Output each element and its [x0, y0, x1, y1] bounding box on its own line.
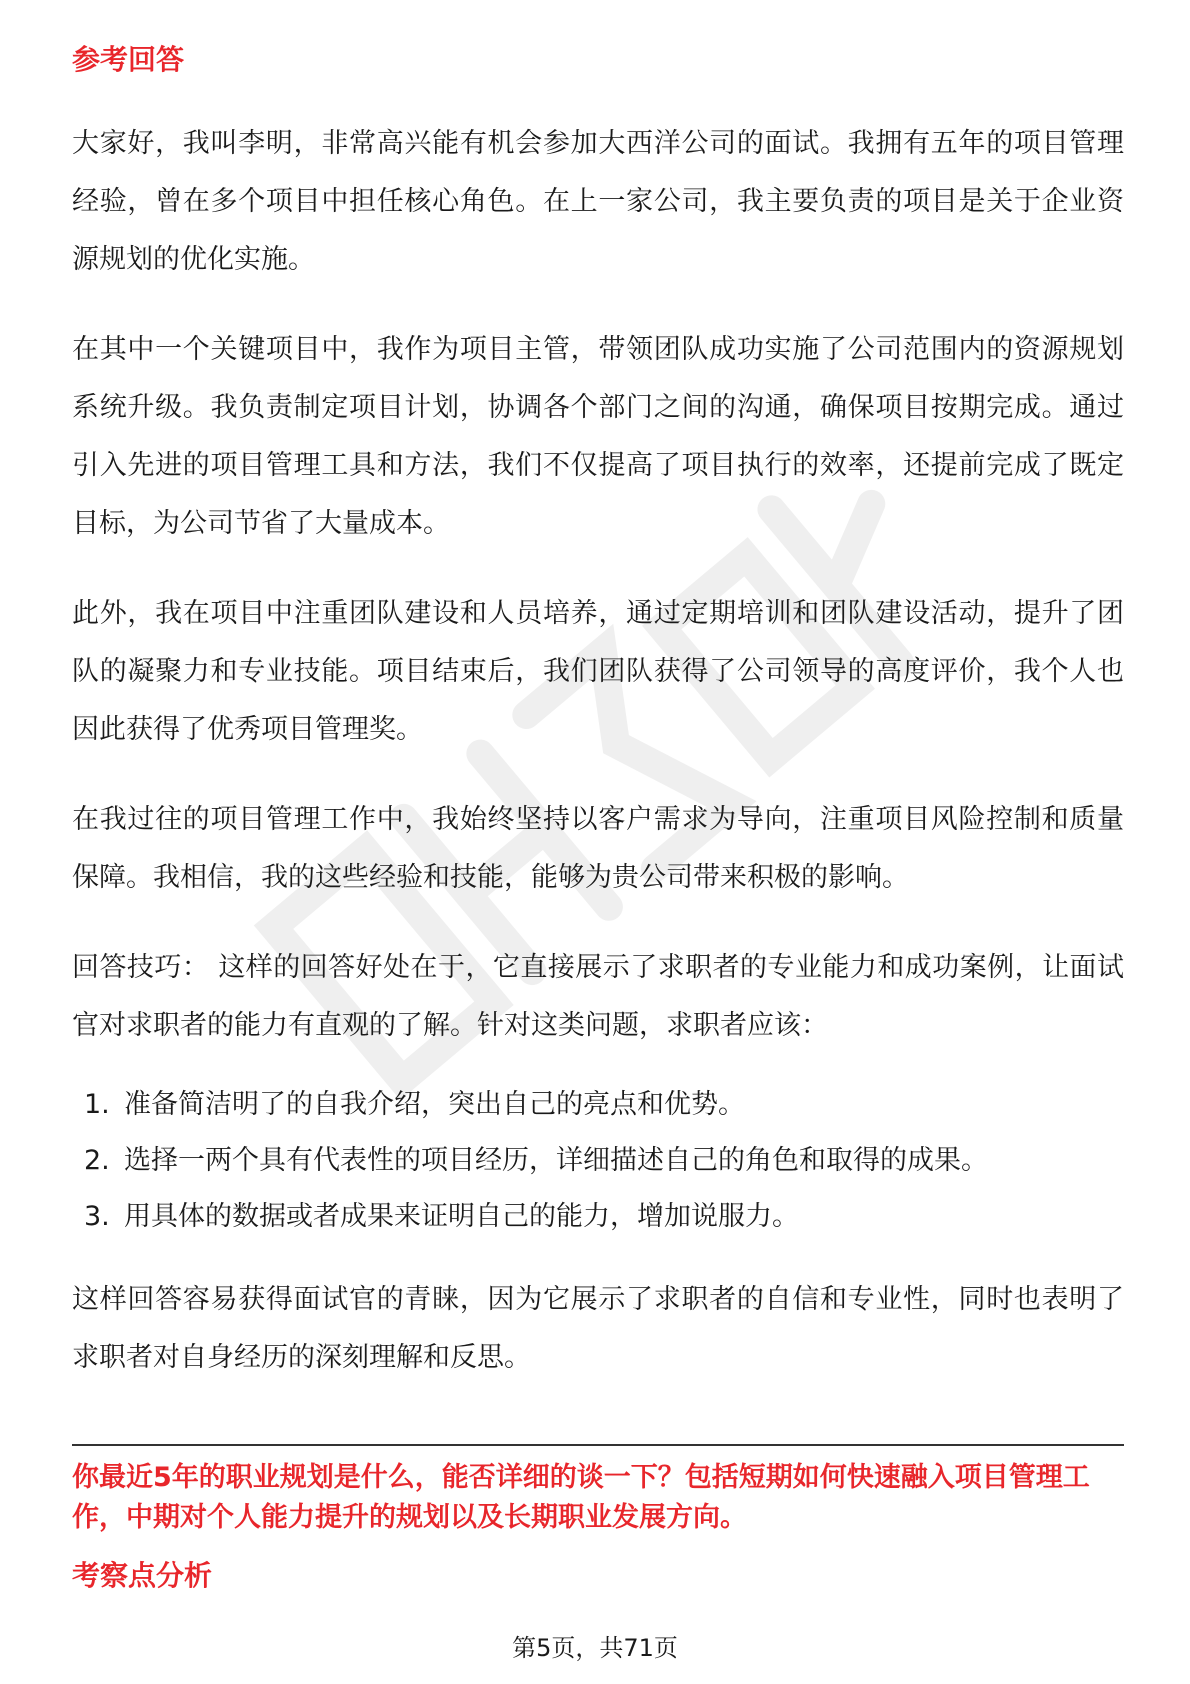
list-item: [72, 1133, 1124, 1189]
list-item-number: 3.: [84, 1201, 110, 1232]
tips-list: [72, 1077, 1124, 1245]
list-item-number: 2.: [84, 1145, 110, 1176]
analysis-heading: 考察点分析: [72, 1559, 213, 1592]
answer-paragraph-1: 大家好，我叫李明，非常高兴能有机会参加大西洋公司的面试。我拥有五年的项目管理经验，曾在多个项目中担任核心角色。在上一家公司，我主要负责的项目是关于企业资源规划的优化实施。: [72, 128, 1124, 275]
list-item-text: 用具体的数据或者成果来证明自己的能力，增加说服力。: [124, 1201, 799, 1232]
list-item: [72, 1077, 1124, 1133]
next-question: 你最近5年的职业规划是什么，能否详细的谈一下？包括短期如何快速融入项目管理工作，中期对个人能力提升的规划以及长期职业发展方向。: [72, 1462, 1090, 1533]
list-item-text: 准备简洁明了的自我介绍，突出自己的亮点和优势。: [124, 1089, 745, 1120]
answer-paragraph-2: 在其中一个关键项目中，我作为项目主管，带领团队成功实施了公司范围内的资源规划系统升级。我负责制定项目计划，协调各个部门之间的沟通，确保项目按期完成。通过引入先进的项目管理工具和方法，我们不仅提高了项目执行的效率，还提前完成了既定目标，为公司节省了大量成本。: [72, 334, 1124, 539]
page-number-footer: 第5页，共71页: [512, 1634, 678, 1662]
answer-tips-paragraph: 回答技巧： 这样的回答好处在于，它直接展示了求职者的专业能力和成功案例，让面试官对求职者的能力有直观的了解。针对这类问题，求职者应该：: [72, 952, 1124, 1041]
section-divider: [72, 1444, 1124, 1446]
list-item-number: 1.: [84, 1089, 110, 1120]
answer-paragraph-4: 在我过往的项目管理工作中，我始终坚持以客户需求为导向，注重项目风险控制和质量保障。我相信，我的这些经验和技能，能够为贵公司带来积极的影响。: [72, 804, 1124, 893]
reference-answer-heading: 参考回答: [72, 43, 185, 76]
page-content: [72, 40, 1124, 1387]
answer-paragraph-3: 此外，我在项目中注重团队建设和人员培养，通过定期培训和团队建设活动，提升了团队的凝聚力和专业技能。项目结束后，我们团队获得了公司领导的高度评价，我个人也因此获得了优秀项目管理奖。: [72, 598, 1124, 745]
list-item: [72, 1189, 1124, 1245]
list-item-text: 选择一两个具有代表性的项目经历，详细描述自己的角色和取得的成果。: [124, 1145, 988, 1176]
closing-paragraph: 这样回答容易获得面试官的青睐，因为它展示了求职者的自信和专业性，同时也表明了求职者对自身经历的深刻理解和反思。: [72, 1284, 1124, 1373]
